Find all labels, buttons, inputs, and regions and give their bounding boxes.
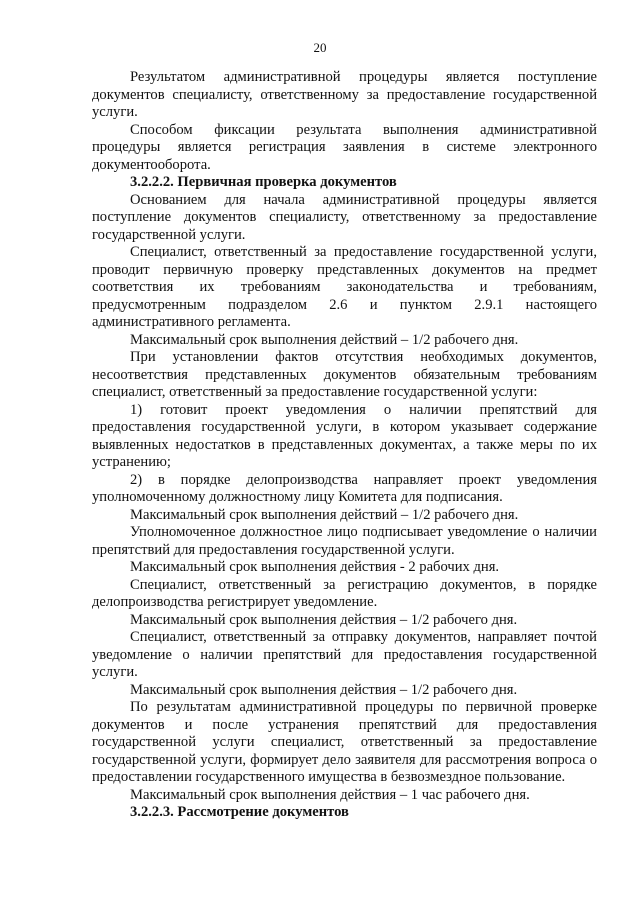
paragraph: Максимальный срок выполнения действия – 1 час рабочего дня. (130, 786, 530, 803)
section-heading: 3.2.2.3. Рассмотрение документов (130, 804, 349, 820)
paragraph: Специалист, ответственный за регистрацию документов, в порядке делопроизводства регистрирует уведомление. (92, 576, 597, 610)
paragraph: При установлении фактов отсутствия необходимых документов, несоответствия представленных документов обязательным требованиям специалист, ответственный за предоставление государственной услуги: (92, 349, 597, 400)
list-item: 2) в порядке делопроизводства направляет проект уведомления уполномоченному должностному лицу Комитета для подписания. (92, 471, 597, 505)
paragraph: Основанием для начала административной процедуры является поступление документов специалисту, ответственному за предоставление государственной услуги. (92, 191, 597, 243)
document-body (92, 69, 597, 822)
paragraph: Специалист, ответственный за отправку документов, направляет почтой уведомление о наличии препятствий для предоставления государственной услуги. (92, 629, 597, 680)
page-number: 20 (313, 40, 327, 55)
paragraph: Уполномоченное должностное лицо подписывает уведомление о наличии препятствий для предоставления государственной услуги. (92, 524, 597, 558)
paragraph: Результатом административной процедуры является поступление документов специалисту, ответственному за предоставление государственной услуги. (92, 69, 597, 120)
paragraph: По результатам административной процедуры по первичной проверке документов и после устранения препятствий для предоставления государственной услуги специалист, ответственный за предоставление государственной услуги, формирует дело заявителя для рассмотрения вопроса о предоставлении государственного имущества в безвозмездное пользование. (92, 699, 597, 785)
paragraph: Максимальный срок выполнения действия – 1/2 рабочего дня. (130, 681, 518, 698)
section-heading: 3.2.2.2. Первичная проверка документов (130, 174, 397, 190)
paragraph: Специалист, ответственный за предоставление государственной услуги, проводит первичную проверку представленных документов на предмет соответствия их требованиям законодательства и требованиям, предусмотренным подразделом 2.6 и пунктом 2.9.1 настоящего административного регламента. (92, 244, 597, 330)
paragraph: Максимальный срок выполнения действия – 1/2 рабочего дня. (130, 611, 518, 628)
list-item: 1) готовит проект уведомления о наличии препятствий для предоставления государственной услуги, в котором указывает содержание выявленных недостатков в представленных документах, а также меры по их устранению; (92, 401, 597, 470)
paragraph: Способом фиксации результата выполнения административной процедуры является регистрация заявления в системе электронного документооборота. (92, 121, 597, 173)
paragraph: Максимальный срок выполнения действий – 1/2 рабочего дня. (130, 506, 519, 523)
paragraph: Максимальный срок выполнения действий – 1/2 рабочего дня. (130, 331, 519, 348)
paragraph: Максимальный срок выполнения действия - 2 рабочих дня. (130, 559, 500, 575)
